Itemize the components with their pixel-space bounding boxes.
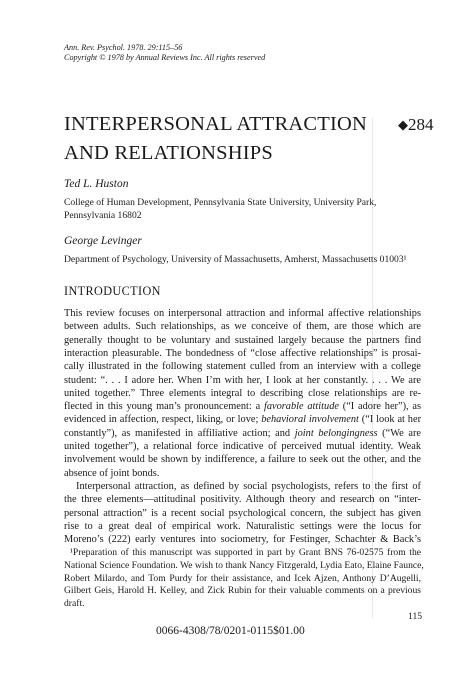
author-affiliation: Pennsylvania 16802 — [64, 210, 142, 221]
body-line: involvement would be shown by indifference, a failure to seek out the other, and the — [64, 454, 421, 466]
author-affiliation: College of Human Development, Pennsylvania State University, University Park, — [64, 197, 377, 208]
author-name: George Levinger — [64, 235, 142, 247]
author-name: Ted L. Huston — [64, 178, 129, 190]
section-heading: INTRODUCTION — [64, 284, 161, 298]
body-line: Interpersonal attraction, as defined by social psychologists, refers to the first of — [76, 480, 421, 492]
body-line: constantly”), as manifested in affiliative action; and joint belongingness (“We are — [64, 427, 421, 439]
copyright-notice: Copyright © 1978 by Annual Reviews Inc. All rights reserved — [64, 53, 266, 62]
body-line: student: “. . . I adore her. When I’m with her, I look at her constantly. . . . We are — [64, 374, 421, 386]
footnote-line: Robert Milardo, and Tom Purdy for their assistance, and Icek Ajzen, Anthony D’Augelli, — [64, 572, 421, 584]
body-line: absence of joint bonds. — [64, 467, 160, 479]
body-line: cally illustrated in the following statement culled from an interview with a college — [64, 361, 421, 373]
article-number — [398, 110, 434, 139]
journal-citation: Ann. Rev. Psychol. 1978. 29:115–56 — [64, 43, 183, 52]
title-line-2: AND RELATIONSHIPS — [64, 142, 273, 164]
body-line: flected in this young man’s pronouncement: a favorable attitude (“I adore her”), as — [64, 401, 421, 413]
article-code: 0066-4308/78/0201-0115$01.00 — [156, 625, 305, 637]
footnote-line: National Science Foundation. We wish to thank Nancy Fitzgerald, Lydia Eato, Elaine Faunce, — [64, 559, 424, 571]
footnote-line: draft. — [64, 598, 85, 610]
footnote-line: ¹Preparation of this manuscript was supported in part by Grant BNS 76-02575 from the — [70, 547, 421, 558]
author-affiliation: Department of Psychology, University of Massachusetts, Amherst, Massachusetts 01003¹ — [64, 254, 407, 265]
body-line: rise to a great deal of empirical work. Naturalistic settings were the locus for — [64, 520, 421, 532]
page-number: 115 — [408, 611, 423, 622]
body-line: personal attraction” is a recent social psychological concern, the subject has given — [64, 507, 421, 519]
body-line: interaction pleasurable. The bondedness of “close affective relationships” is prosai- — [64, 347, 421, 359]
article-title — [64, 110, 394, 168]
body-line: united together.” Three elements integral to describing close relationships are re- — [64, 387, 421, 399]
body-line: united together”), a relational force indicative of perceived mutual identity. Weak — [64, 441, 421, 452]
footnote-line: Gilbert Geis, Harold H. Kelley, and Zick Rubin for their valuable comments on a previous — [64, 585, 421, 597]
body-line: between adults. Such relationships, as we conceive of them, are those which are — [64, 321, 421, 333]
body-line: evidenced in affection, respect, liking, or love; behavioral involvement (“I look at her — [64, 414, 422, 426]
body-line: Moreno’s (222) early ventures into sociometry, for Festinger, Schachter & Back’s — [64, 534, 421, 546]
article-number-value: 284 — [408, 115, 434, 134]
body-line: This review focuses on interpersonal attraction and informal affective relationships — [64, 308, 421, 319]
body-line: the three elements—attitudinal positivity. Although theory and research on “inter- — [64, 494, 421, 506]
diamond-icon: ◆ — [398, 117, 408, 132]
body-line: generally thought to be voluntary and sustained largely because the partners find — [64, 334, 421, 346]
title-line-1: INTERPERSONAL ATTRACTION — [64, 113, 368, 135]
